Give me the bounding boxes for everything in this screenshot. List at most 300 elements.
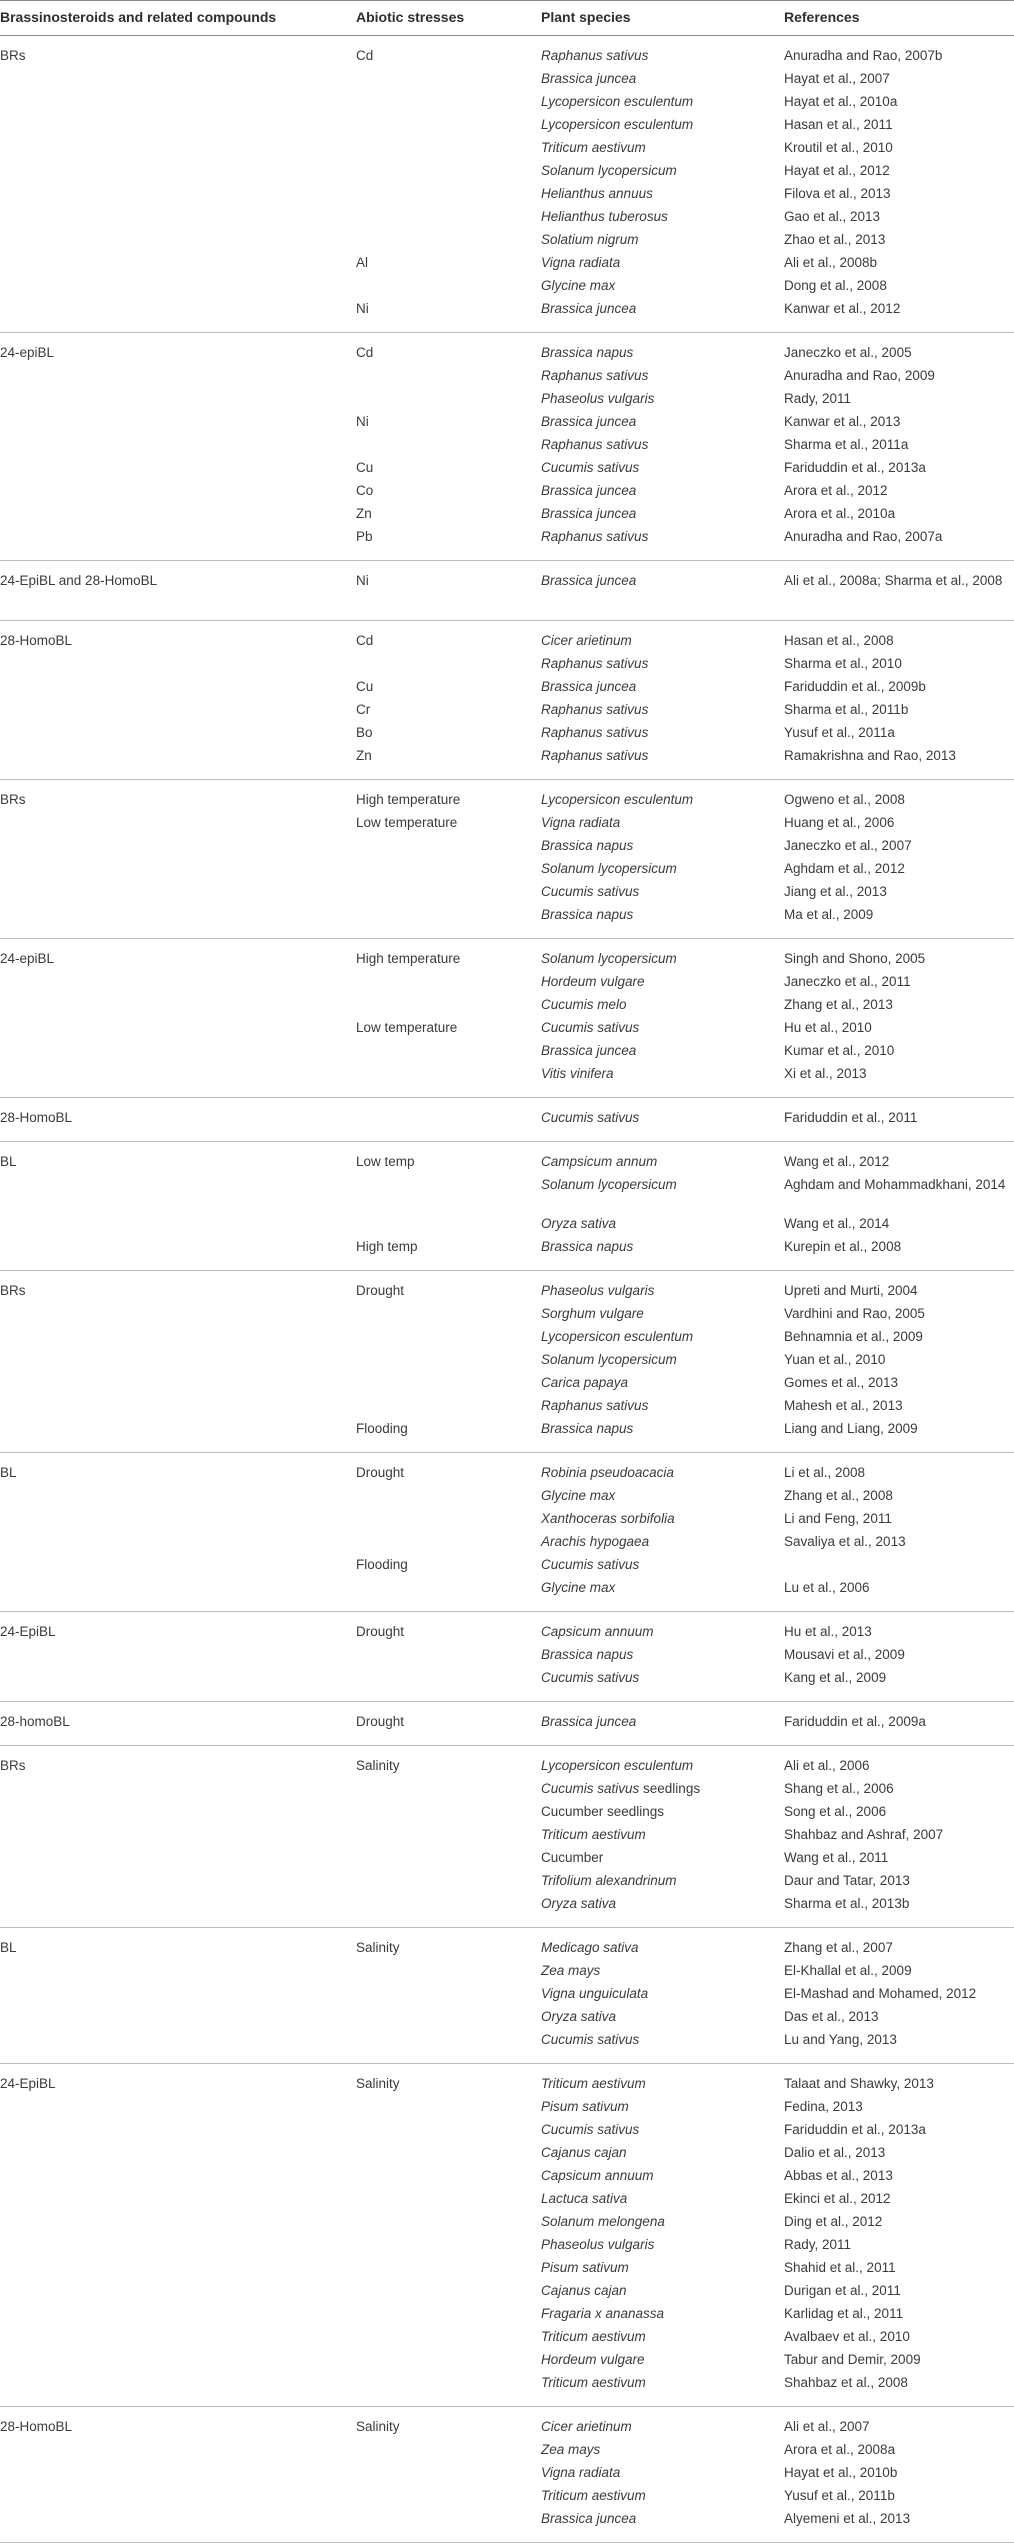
stress-text: Cu [356, 460, 374, 475]
stress-cell [356, 1064, 541, 1098]
compound-text [0, 2235, 356, 2237]
species-text: Hordeum vulgare [541, 974, 645, 989]
table-row [0, 1961, 1014, 1984]
reference-cell [784, 2166, 1014, 2189]
reference-cell [784, 1645, 1014, 1668]
reference-cell [784, 207, 1014, 230]
species-cell [541, 1702, 784, 1746]
stress-cell [356, 1612, 541, 1646]
species-text: Glycine max [541, 1488, 616, 1503]
stress-cell [356, 2509, 541, 2543]
reference-cell [784, 1802, 1014, 1825]
compound-cell [0, 1350, 356, 1373]
stress-cell [356, 1486, 541, 1509]
table-row [0, 366, 1014, 389]
reference-cell [784, 1612, 1014, 1646]
reference-text: Arora et al., 2008a [784, 2442, 896, 2457]
species-cell [541, 1509, 784, 1532]
species-text: Pisum sativum [541, 2099, 629, 2114]
stress-cell [356, 1453, 541, 1487]
reference-text: Anuradha and Rao, 2007a [784, 529, 943, 544]
stress-cell [356, 2440, 541, 2463]
stress-cell [356, 1668, 541, 1702]
reference-text: Mahesh et al., 2013 [784, 1398, 903, 1413]
stress-cell [356, 700, 541, 723]
table-row [0, 412, 1014, 435]
stress-text: Salinity [356, 1758, 400, 1773]
reference-text: Daur and Tatar, 2013 [784, 1873, 910, 1888]
species-cell [541, 2120, 784, 2143]
species-text: Brassica juncea [541, 483, 637, 498]
compound-text [0, 1064, 356, 1066]
stress-cell [356, 2064, 541, 2098]
table-row [0, 2327, 1014, 2350]
species-cell [541, 2407, 784, 2441]
stress-cell [356, 1509, 541, 1532]
table-row [0, 184, 1014, 207]
compound-text: BL [0, 1940, 17, 1955]
species-cell [541, 2258, 784, 2281]
reference-cell [784, 299, 1014, 333]
table-row [0, 723, 1014, 746]
species-text: Raphanus sativus [541, 725, 649, 740]
compound-text [0, 1961, 356, 1963]
compound-text [0, 2120, 356, 2122]
species-text: Solanum lycopersicum [541, 1352, 677, 1367]
compound-cell [0, 995, 356, 1018]
stress-cell [356, 527, 541, 561]
species-cell [541, 36, 784, 70]
reference-cell [784, 1214, 1014, 1237]
stress-text: Ni [356, 573, 369, 588]
stress-cell [356, 184, 541, 207]
reference-text: Singh and Shono, 2005 [784, 951, 926, 966]
species-text: Cucumis sativus [541, 1020, 640, 1035]
species-text: Cucumber [541, 1850, 604, 1865]
reference-text: Janeczko et al., 2007 [784, 838, 912, 853]
reference-cell [784, 813, 1014, 836]
stress-text [356, 389, 541, 391]
stress-text [356, 2007, 541, 2009]
compound-text [0, 481, 356, 483]
species-cell [541, 1327, 784, 1350]
stress-text [356, 1961, 541, 1963]
reference-cell [784, 2212, 1014, 2235]
reference-cell [784, 1419, 1014, 1453]
stress-text [356, 1984, 541, 1986]
reference-cell [784, 1578, 1014, 1612]
species-text: Oryza sativa [541, 1896, 617, 1911]
reference-cell [784, 527, 1014, 561]
stress-text [356, 2373, 541, 2375]
compound-text: 24-EpiBL and 28-HomoBL [0, 573, 158, 588]
reference-text: El-Khallal et al., 2009 [784, 1963, 912, 1978]
table-row [0, 1984, 1014, 2007]
reference-cell [784, 161, 1014, 184]
compound-cell [0, 1486, 356, 1509]
reference-text: Yusuf et al., 2011b [784, 2488, 895, 2503]
stress-cell [356, 972, 541, 995]
reference-text: Fariduddin et al., 2013a [784, 2122, 926, 2137]
compound-cell [0, 972, 356, 995]
compound-cell [0, 2258, 356, 2281]
stress-cell [356, 1237, 541, 1271]
reference-cell [784, 2143, 1014, 2166]
reference-text: Shahbaz et al., 2008 [784, 2375, 908, 2390]
species-cell [541, 458, 784, 481]
reference-cell [784, 1555, 1014, 1578]
stress-text [356, 230, 541, 232]
table-row [0, 2143, 1014, 2166]
stress-cell [356, 1746, 541, 1780]
stress-cell [356, 207, 541, 230]
compound-text: BRs [0, 1758, 26, 1773]
compound-text [0, 2258, 356, 2260]
species-text: Brassica napus [541, 838, 634, 853]
reference-cell [784, 2007, 1014, 2030]
table-row [0, 1779, 1014, 1802]
stress-text [356, 115, 541, 117]
stress-text [356, 2281, 541, 2283]
compound-text [0, 92, 356, 94]
species-text: Carica papaya [541, 1375, 629, 1390]
compound-cell [0, 1142, 356, 1176]
compound-text [0, 2440, 356, 2442]
species-cell [541, 2007, 784, 2030]
stress-cell [356, 2281, 541, 2304]
table-row [0, 859, 1014, 882]
reference-text: Yusuf et al., 2011a [784, 725, 895, 740]
species-text: Vigna radiata [541, 815, 621, 830]
reference-text: Wang et al., 2012 [784, 1154, 890, 1169]
stress-cell [356, 333, 541, 367]
species-text: Fragaria x ananassa [541, 2306, 665, 2321]
table-row [0, 1142, 1014, 1176]
species-text: Glycine max [541, 1580, 616, 1595]
reference-text: Fariduddin et al., 2013a [784, 460, 926, 475]
compound-text [0, 2212, 356, 2214]
stress-cell [356, 276, 541, 299]
table-row [0, 2235, 1014, 2258]
species-cell [541, 813, 784, 836]
compound-cell [0, 1779, 356, 1802]
stress-cell [356, 2350, 541, 2373]
table-row [0, 995, 1014, 1018]
compound-cell [0, 1304, 356, 1327]
stress-text [356, 1098, 541, 1110]
reference-text: Kurepin et al., 2008 [784, 1239, 902, 1254]
stress-text: Salinity [356, 2419, 400, 2434]
species-text: Zea mays [541, 2442, 601, 2457]
species-text: Brassica juncea [541, 573, 637, 588]
stress-cell [356, 2189, 541, 2212]
reference-cell [784, 1098, 1014, 1142]
species-cell [541, 2235, 784, 2258]
species-text: Raphanus sativus [541, 656, 649, 671]
stress-cell [356, 1304, 541, 1327]
reference-text: Hayat et al., 2007 [784, 71, 890, 86]
table-row [0, 1802, 1014, 1825]
stress-text [356, 2440, 541, 2442]
table-row [0, 2064, 1014, 2098]
species-cell [541, 1214, 784, 1237]
stress-text [356, 1871, 541, 1873]
stress-cell [356, 1175, 541, 1214]
stress-cell [356, 2235, 541, 2258]
compound-cell [0, 2407, 356, 2441]
reference-cell [784, 138, 1014, 161]
compound-text [0, 677, 356, 679]
reference-cell [784, 1304, 1014, 1327]
table-row [0, 1350, 1014, 1373]
reference-text: Filova et al., 2013 [784, 186, 891, 201]
reference-text [784, 1555, 1014, 1557]
reference-text: Durigan et al., 2011 [784, 2283, 901, 2298]
compound-cell [0, 366, 356, 389]
species-cell [541, 1373, 784, 1396]
stress-text [356, 138, 541, 140]
stress-cell [356, 253, 541, 276]
compound-text [0, 138, 356, 140]
stress-text: High temp [356, 1239, 418, 1254]
table-row [0, 2350, 1014, 2373]
compound-text: BRs [0, 1283, 26, 1298]
reference-text: Shahbaz and Ashraf, 2007 [784, 1827, 944, 1842]
species-cell [541, 1961, 784, 1984]
compound-text [0, 1848, 356, 1850]
species-text: Cucumis sativus [541, 2122, 640, 2137]
compound-text: BRs [0, 792, 26, 807]
compound-cell [0, 1702, 356, 1746]
stress-cell [356, 836, 541, 859]
reference-cell [784, 2097, 1014, 2120]
species-text: Vigna radiata [541, 2465, 621, 2480]
table-row [0, 1041, 1014, 1064]
compound-cell [0, 1271, 356, 1305]
table-row [0, 207, 1014, 230]
compound-text [0, 905, 356, 907]
species-cell [541, 1928, 784, 1962]
table-row [0, 882, 1014, 905]
reference-text: Sharma et al., 2011b [784, 702, 909, 717]
stress-cell [356, 2486, 541, 2509]
stress-text: High temperature [356, 792, 461, 807]
compound-text [0, 1668, 356, 1670]
stress-text [356, 1396, 541, 1398]
compound-text [0, 2486, 356, 2488]
stress-cell [356, 813, 541, 836]
species-text: Brassica juncea [541, 301, 637, 316]
species-cell [541, 2304, 784, 2327]
reference-cell [784, 184, 1014, 207]
species-text: Raphanus sativus [541, 702, 649, 717]
reference-text: Rady, 2011 [784, 391, 852, 406]
reference-text: Huang et al., 2006 [784, 815, 895, 830]
species-text: Cucumis sativus [541, 460, 640, 475]
compound-cell [0, 2189, 356, 2212]
stress-text: Drought [356, 1624, 405, 1639]
compound-text [0, 230, 356, 232]
table-row [0, 1271, 1014, 1305]
stress-text [356, 1486, 541, 1488]
compound-text [0, 299, 356, 301]
stress-text [356, 2509, 541, 2511]
reference-cell [784, 1894, 1014, 1928]
reference-text: Kanwar et al., 2013 [784, 414, 901, 429]
reference-text: Karlidag et al., 2011 [784, 2306, 904, 2321]
compound-cell [0, 1098, 356, 1142]
reference-cell [784, 972, 1014, 995]
reference-cell [784, 458, 1014, 481]
stress-text [356, 1214, 541, 1216]
table-row [0, 161, 1014, 184]
stress-cell [356, 1041, 541, 1064]
compound-cell [0, 905, 356, 939]
species-cell [541, 115, 784, 138]
table-row [0, 333, 1014, 367]
species-text: Raphanus sativus [541, 1398, 649, 1413]
table-row [0, 1453, 1014, 1487]
reference-text: Janeczko et al., 2005 [784, 345, 912, 360]
stress-cell [356, 654, 541, 677]
species-cell [541, 276, 784, 299]
compound-cell [0, 2373, 356, 2407]
compound-text [0, 1779, 356, 1781]
reference-text: Anuradha and Rao, 2009 [784, 368, 935, 383]
stress-text: Al [356, 255, 369, 270]
compound-cell [0, 2463, 356, 2486]
reference-cell [784, 366, 1014, 389]
species-cell [541, 2509, 784, 2543]
species-cell [541, 2281, 784, 2304]
reference-text: Ma et al., 2009 [784, 907, 874, 922]
species-cell [541, 230, 784, 253]
reference-text: Gomes et al., 2013 [784, 1375, 899, 1390]
stress-text [356, 1350, 541, 1352]
species-text: Cucumis sativus [541, 1670, 640, 1685]
compound-cell [0, 299, 356, 333]
species-cell [541, 905, 784, 939]
table-row [0, 2304, 1014, 2327]
compound-cell [0, 1064, 356, 1098]
table-row [0, 36, 1014, 70]
table-row [0, 813, 1014, 836]
stress-text: Zn [356, 748, 372, 763]
table-row [0, 2373, 1014, 2407]
compound-text: BL [0, 1154, 17, 1169]
compound-cell [0, 36, 356, 70]
reference-cell [784, 780, 1014, 814]
reference-cell [784, 2258, 1014, 2281]
species-cell [541, 2064, 784, 2098]
reference-text: Behnamnia et al., 2009 [784, 1329, 923, 1344]
stress-cell [356, 2212, 541, 2235]
reference-text: Shahid et al., 2011 [784, 2260, 896, 2275]
reference-text: Shang et al., 2006 [784, 1781, 894, 1796]
species-cell [541, 1453, 784, 1487]
reference-cell [784, 2064, 1014, 2098]
table-row [0, 1509, 1014, 1532]
stress-text: Cr [356, 702, 371, 717]
compound-text: 28-HomoBL [0, 2419, 73, 2434]
species-cell [541, 1064, 784, 1098]
stress-text [356, 1668, 541, 1670]
compound-text [0, 1018, 356, 1020]
stress-text [356, 366, 541, 368]
species-cell [541, 435, 784, 458]
reference-text: Kanwar et al., 2012 [784, 301, 901, 316]
stress-cell [356, 1702, 541, 1746]
stress-cell [356, 2097, 541, 2120]
reference-cell [784, 723, 1014, 746]
stress-cell [356, 366, 541, 389]
species-cell [541, 1237, 784, 1271]
species-text: Raphanus sativus [541, 529, 649, 544]
species-cell [541, 1018, 784, 1041]
compound-text [0, 1486, 356, 1488]
compound-cell [0, 435, 356, 458]
table-row [0, 1396, 1014, 1419]
species-cell [541, 2440, 784, 2463]
compound-text [0, 2189, 356, 2191]
reference-cell [784, 1871, 1014, 1894]
stress-text [356, 2235, 541, 2237]
compound-text [0, 504, 356, 506]
stress-cell [356, 1928, 541, 1962]
compound-cell [0, 481, 356, 504]
species-cell [541, 677, 784, 700]
compound-text [0, 813, 356, 815]
reference-cell [784, 1702, 1014, 1746]
reference-text: Ali et al., 2008b [784, 255, 878, 270]
stress-text [356, 2350, 541, 2352]
table-row [0, 2258, 1014, 2281]
stress-cell [356, 2304, 541, 2327]
stress-cell [356, 1532, 541, 1555]
compound-cell [0, 1802, 356, 1825]
species-cell [541, 780, 784, 814]
table-row [0, 253, 1014, 276]
compound-cell [0, 2064, 356, 2098]
table-row [0, 1894, 1014, 1928]
species-text: Brassica napus [541, 1421, 634, 1436]
stress-text [356, 2304, 541, 2306]
reference-cell [784, 1746, 1014, 1780]
species-text: Glycine max [541, 278, 616, 293]
table-row [0, 2281, 1014, 2304]
table-row [0, 1645, 1014, 1668]
compound-text [0, 412, 356, 414]
compound-text [0, 995, 356, 997]
species-text: Sorghum vulgare [541, 1306, 644, 1321]
compound-text [0, 1350, 356, 1352]
stress-cell [356, 1271, 541, 1305]
species-cell [541, 723, 784, 746]
compound-cell [0, 813, 356, 836]
species-text: Brassica juncea [541, 2511, 637, 2526]
reference-cell [784, 1825, 1014, 1848]
compound-text [0, 2097, 356, 2099]
stress-text [356, 2463, 541, 2465]
table-row [0, 2189, 1014, 2212]
reference-text: Fariduddin et al., 2009b [784, 679, 926, 694]
stress-text [356, 1894, 541, 1896]
species-text: Brassica napus [541, 345, 634, 360]
stress-text [356, 276, 541, 278]
stress-cell [356, 1871, 541, 1894]
species-cell [541, 1532, 784, 1555]
compound-cell [0, 2120, 356, 2143]
